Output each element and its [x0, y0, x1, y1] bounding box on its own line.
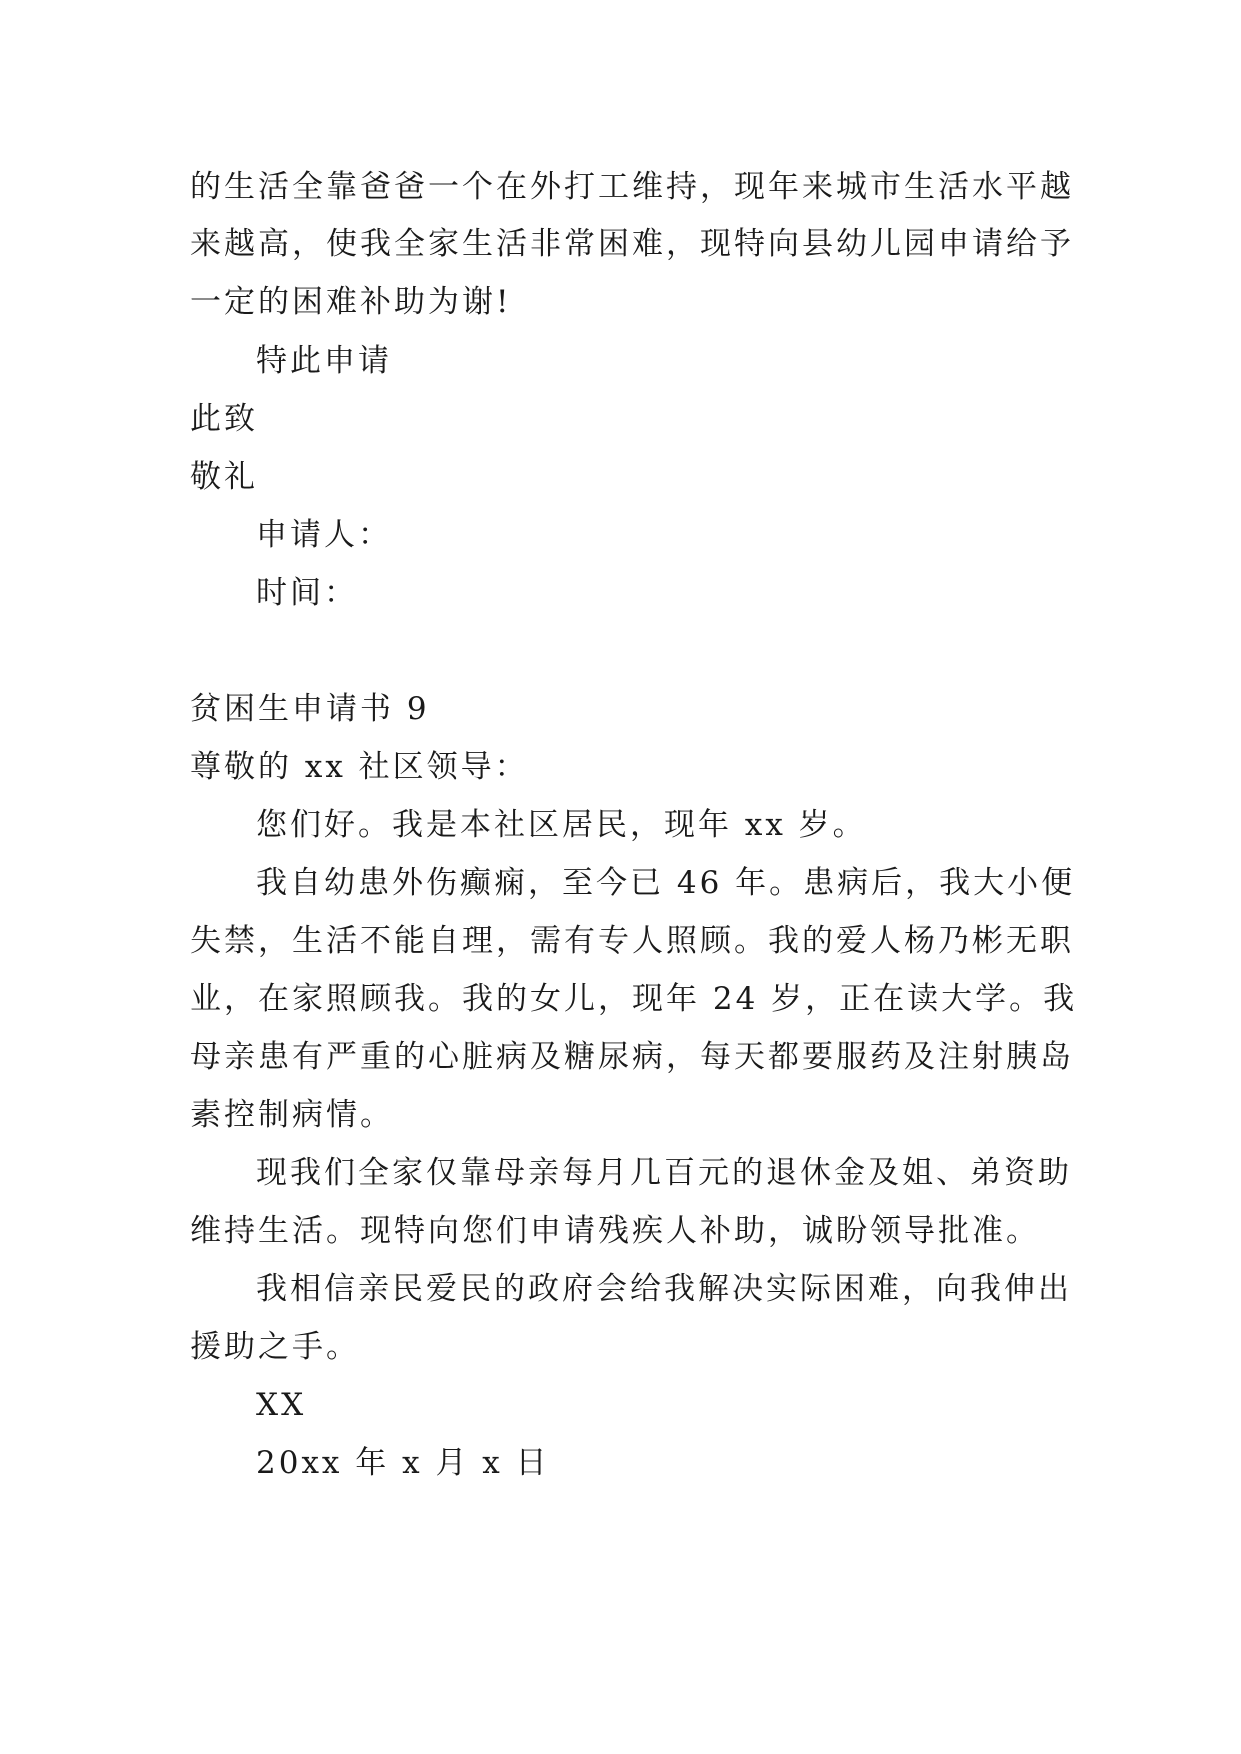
closing-text: 特此申请	[256, 343, 392, 379]
paragraph-line: 我自幼患外伤癫痫，至今已 46 年。患病后，我大小便	[256, 865, 1076, 901]
paragraph-line: 失禁，生活不能自理，需有专人照顾。我的爱人杨乃彬无职	[190, 923, 1074, 959]
salutation-line: 此致	[190, 401, 258, 437]
paragraph-line: 业，在家照顾我。我的女儿，现年 24 岁，正在读大学。我	[190, 981, 1078, 1017]
paragraph-line: 援助之手。	[190, 1329, 360, 1365]
paragraph-line: 母亲患有严重的心脏病及糖尿病，每天都要服药及注射胰岛	[190, 1039, 1074, 1075]
text-line: 的生活全靠爸爸一个在外打工维持，现年来城市生活水平越	[190, 169, 1074, 205]
applicant-label: 申请人：	[256, 517, 392, 553]
paragraph-line: 维持生活。现特向您们申请残疾人补助，诚盼领导批准。	[190, 1213, 1040, 1249]
addressee: 尊敬的 xx 社区领导：	[190, 749, 529, 785]
signature: XX	[256, 1387, 307, 1423]
date: 20xx 年 x 月 x 日	[256, 1445, 550, 1481]
text-line: 来越高，使我全家生活非常困难，现特向县幼儿园申请给予	[190, 226, 1074, 262]
paragraph-line: 素控制病情。	[190, 1097, 394, 1133]
salutation-line: 敬礼	[190, 459, 258, 495]
paragraph-line: 现我们全家仅靠母亲每月几百元的退休金及姐、弟资助	[256, 1155, 1072, 1191]
text-line: 一定的困难补助为谢!	[190, 284, 512, 320]
time-label: 时间：	[256, 575, 358, 611]
greeting: 您们好。我是本社区居民，现年 xx 岁。	[256, 807, 867, 843]
section-heading: 贫困生申请书 9	[190, 691, 430, 727]
paragraph-line: 我相信亲民爱民的政府会给我解决实际困难，向我伸出	[256, 1271, 1072, 1307]
